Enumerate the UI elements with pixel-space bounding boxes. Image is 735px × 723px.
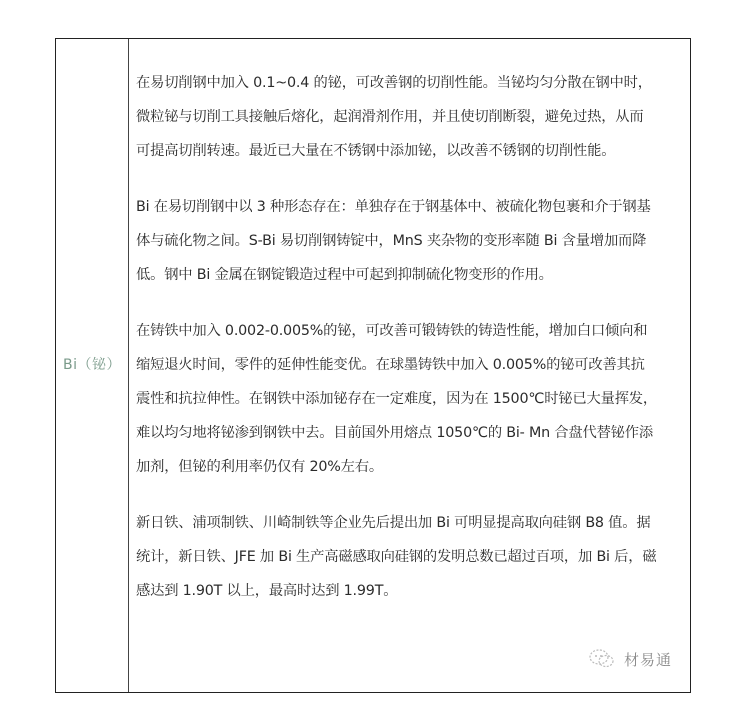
text-line: 体与硫化物之间。S-Bi 易切削钢铸锭中，MnS 夹杂物的变形率随 Bi 含量增加而降 (136, 233, 647, 249)
watermark (588, 648, 672, 670)
wechat-icon (588, 648, 616, 670)
text-line: 微粒铋与切削工具接触后熔化，起润滑剂作用，并且使切削断裂，避免过热，从而 (136, 109, 644, 125)
paragraph-cast-iron (136, 314, 690, 484)
paragraph-bi-forms (136, 190, 690, 292)
bismuth-table (55, 38, 691, 693)
text-line: 加剂，但铋的利用率仍仅有 20%左右。 (136, 459, 383, 475)
watermark-text: 材易通 (623, 650, 672, 669)
text-line: 低。钢中 Bi 金属在钢锭锻造过程中可起到抑制硫化物变形的作用。 (136, 267, 553, 283)
description-cell (129, 39, 690, 692)
text-line: 感达到 1.90T 以上，最高时达到 1.99T。 (136, 583, 398, 599)
text-line: 新日铁、浦项制铁、川崎制铁等企业先后提出加 Bi 可明显提高取向硅钢 B8 值。据 (136, 515, 651, 531)
text-line: 在易切削钢中加入 0.1~0.4 的铋，可改善钢的切削性能。当铋均匀分散在钢中时， (136, 75, 652, 91)
text-line: 统计，新日铁、JFE 加 Bi 生产高磁感取向硅钢的发明总数已超过百项，加 Bi 后，磁 (136, 549, 657, 565)
paragraph-silicon-steel (136, 506, 690, 608)
element-label-cell (56, 39, 129, 692)
element-label: Bi（铋） (63, 356, 121, 373)
text-line: 在铸铁中加入 0.002-0.005%的铋，可改善可锻铸铁的铸造性能，增加白口倾向和 (136, 323, 648, 339)
text-line: 震性和抗拉伸性。在钢铁中添加铋存在一定难度，因为在 1500℃时铋已大量挥发， (136, 391, 657, 407)
paragraph-free-cutting-steel (136, 66, 690, 168)
text-line: 难以均匀地将铋渗到钢铁中去。目前国外用熔点 1050℃的 Bi- Mn 合盘代替铋作添 (136, 425, 653, 441)
text-line: Bi 在易切削钢中以 3 种形态存在：单独存在于钢基体中、被硫化物包裹和介于钢基 (136, 199, 651, 215)
text-line: 缩短退火时间，零件的延伸性能变优。在球墨铸铁中加入 0.005%的铋可改善其抗 (136, 357, 645, 373)
text-line: 可提高切削转速。最近已大量在不锈钢中添加铋，以改善不锈钢的切削性能。 (136, 143, 616, 159)
